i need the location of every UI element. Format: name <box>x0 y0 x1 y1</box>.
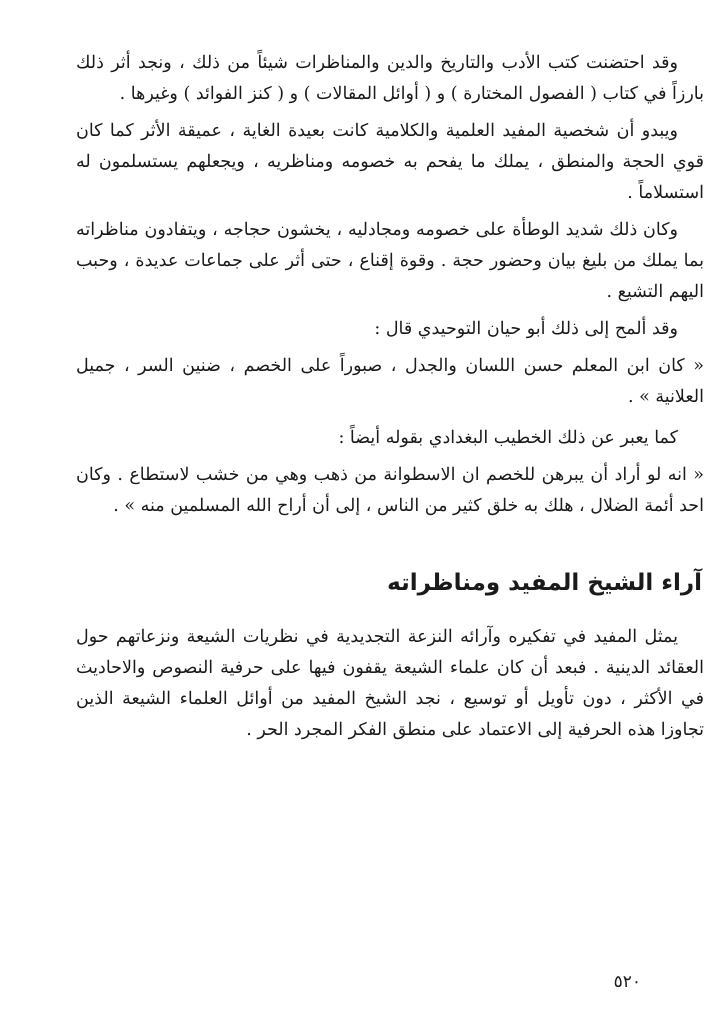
page-number: ٥٢٠ <box>613 972 641 992</box>
paragraph-baghdadi-intro: كما يعبر عن ذلك الخطيب البغدادي بقوله أيضاً : <box>338 428 678 448</box>
paragraph-mufid-personality: ويبدو أن شخصية المفيد العلمية والكلامية كانت بعيدة الغاية ، عميقة الأثر كما كان قوي الحجة والمنطق ، يملك ما يفحم به خصومه ومناظريه ، ويجعلهم يستسلمون له استسلاماً . <box>76 121 704 203</box>
section-heading: آراء الشيخ المفيد ومناظراته <box>387 570 702 596</box>
paragraph-tawhidi-intro: وقد ألمح إلى ذلك أبو حيان التوحيدي قال : <box>374 319 678 339</box>
paragraph-mufid-views: يمثل المفيد في تفكيره وآرائه النزعة التجديدية في نظريات الشيعة ونزعاتهم حول العقائد الدينية . فبعد أن كان علماء الشيعة يقفون فيها على حرفية النصوص والاحاديث في الأكثر ، دون تأويل أو توسيع ، نجد الشيخ المفيد من أوائل العلماء الشيعة الذين تجاوزا هذه الحرفية إلى الاعتماد على منطق الفكر المجرد الحر . <box>76 627 704 740</box>
quote-baghdadi: « انه لو أراد أن يبرهن للخصم ان الاسطوانة من ذهب وهي من خشب لاستطاع . وكان احد أئمة الضلال ، هلك به خلق كثير من الناس ، إلى أن أراح الله المسلمين منه » . <box>76 465 704 516</box>
quote-tawhidi: « كان ابن المعلم حسن اللسان والجدل ، صبوراً على الخصم ، ضنين السر ، جميل العلانية » . <box>76 356 704 407</box>
document-page <box>76 48 704 752</box>
paragraph-literature-sources: وقد احتضنت كتب الأدب والتاريخ والدين والمناظرات شيئاً من ذلك ، ونجد أثر ذلك بارزاً في كتاب ( الفصول المختارة ) و ( أوائل المقالات ) و ( كنز الفوائد ) وغيرها . <box>76 53 704 104</box>
paragraph-opponents-impact: وكان ذلك شديد الوطأة على خصومه ومجادليه ، يخشون حجاجه ، ويتفادون مناظراته بما يملك من بليغ بيان وحضور حجة . وقوة إقناع ، حتى أثر على جماعات عديدة ، وحبب اليهم التشيع . <box>76 220 704 302</box>
